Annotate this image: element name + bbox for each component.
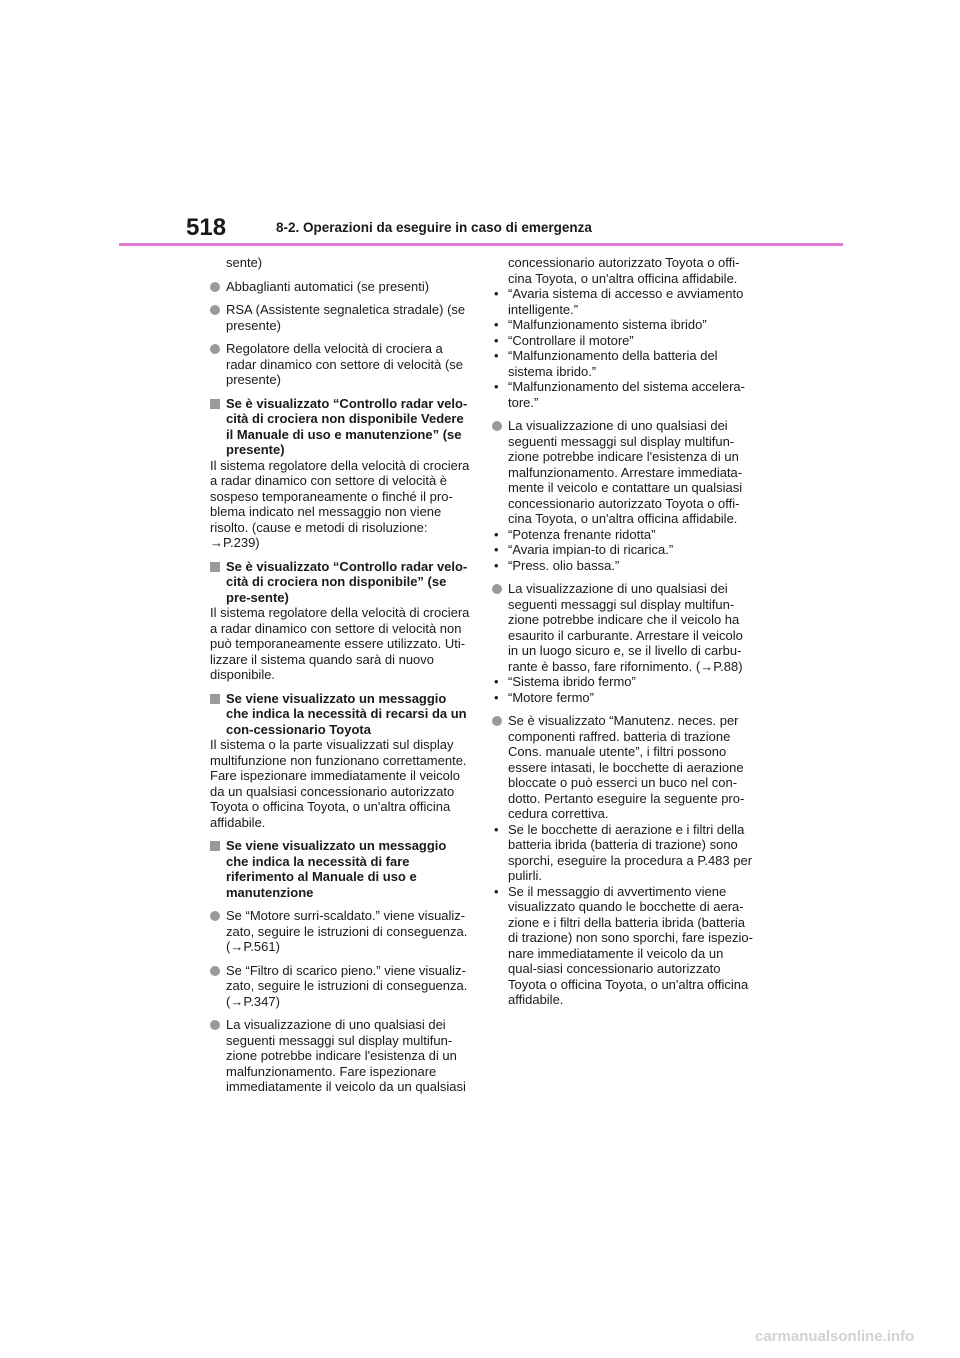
circle-bullet-icon — [210, 966, 220, 976]
dot-bullet-icon: • — [494, 332, 499, 348]
list-item-text: “Malfunzionamento del sistema accelera-tore.” — [508, 379, 745, 410]
continued-text: sente) — [226, 255, 263, 270]
bullet-text: Abbaglianti automatici (se presenti) — [226, 278, 430, 294]
list-item-text: Se il messaggio di avvertimento viene visualizzato quando le bocchette di aera-zione e i filtri della batteria ibrida (batteria di trazione) non sono sporchi, fare ispezio-nare immediatamente il veicolo da un qual-siasi concessionario autorizzato Toyota o officina Toyota, o un'altra officina affidabile. — [508, 883, 753, 1007]
heading-text: Se viene visualizzato un messaggio che indica la necessità di recarsi da un con-cessionario Toyota — [226, 690, 467, 737]
list-item — [492, 348, 754, 379]
subsection-heading — [210, 559, 472, 606]
bullet-text: Se “Motore surri-scaldato.” viene visualiz-zato, seguire le istruzioni di conseguenza. (→P.561) — [226, 908, 468, 954]
circle-bullet-icon — [210, 282, 220, 292]
dot-bullet-icon: • — [494, 689, 499, 705]
subsection-heading — [210, 396, 472, 458]
dash-list — [492, 286, 754, 410]
continued-text: concessionario autorizzato Toyota o offi-cina Toyota, o un'altra officina affidabile. — [508, 255, 740, 286]
header-divider — [119, 243, 843, 246]
heading-text: Se è visualizzato “Controllo radar velo-cità di crociera non disponibile Vedere il Manuale di uso e manutenzione” (se presente) — [226, 395, 468, 457]
bullet-item — [210, 1017, 472, 1095]
dash-list — [492, 822, 754, 1008]
dash-list — [492, 527, 754, 574]
bullet-text: Se è visualizzato “Manutenz. neces. per componenti raffred. batteria di trazione Cons. manuale utente”, i filtri possono essere intasati, le bocchette di aerazione bloccate o può esserci un buco nel con-dotto. Pertanto eseguire la seguente pro-cedura correttiva. — [508, 713, 745, 821]
bullet-text: La visualizzazione di uno qualsiasi dei seguenti messaggi sul display multifun-zione potrebbe indicare l'esistenza di un malfunzionamento. Arrestare immediata-mente il veicolo e contattare un qualsiasi concessionario autorizzato Toyota o offi-cina Toyota, o un'altra officina affidabile. — [508, 418, 743, 526]
list-item — [492, 674, 754, 690]
dash-list — [492, 674, 754, 705]
bullet-text: La visualizzazione di uno qualsiasi dei seguenti messaggi sul display multifun-zione potrebbe indicare l'esistenza di un malfunzionamento. Fare ispezionare immediatamente il veicolo da un qualsiasi — [226, 1017, 466, 1094]
dot-bullet-icon: • — [494, 526, 499, 542]
list-item-text: “Motore fermo” — [508, 689, 594, 705]
circle-bullet-icon — [210, 305, 220, 315]
dot-bullet-icon: • — [494, 286, 499, 301]
right-column — [492, 255, 754, 1016]
dot-bullet-icon: • — [494, 821, 499, 837]
square-bullet-icon — [210, 694, 220, 704]
heading-text: Se è visualizzato “Controllo radar velo-cità di crociera non disponibile” (se pre-sente) — [226, 558, 468, 605]
dot-bullet-icon: • — [494, 674, 499, 689]
list-item — [492, 690, 754, 706]
list-item — [492, 822, 754, 884]
circle-bullet-icon — [210, 1020, 220, 1030]
subsection-heading — [210, 838, 472, 900]
list-item-text: “Malfunzionamento della batteria del sistema ibrido.” — [508, 348, 718, 379]
bullet-text: RSA (Assistente segnaletica stradale) (se presente) — [226, 302, 466, 333]
list-item — [492, 542, 754, 558]
circle-bullet-icon — [492, 421, 502, 431]
list-item-text: Se le bocchette di aerazione e i filtri della batteria ibrida (batteria di trazione) sono sporchi, eseguire la procedura a P.483 per pulirli. — [508, 821, 753, 883]
dot-bullet-icon: • — [494, 379, 499, 394]
page-header — [0, 0, 960, 250]
dot-bullet-icon: • — [494, 557, 499, 573]
list-item-text: “Sistema ibrido fermo” — [508, 674, 636, 689]
list-item-text: “Controllare il motore” — [508, 332, 634, 348]
list-item — [492, 884, 754, 1008]
list-item — [492, 317, 754, 333]
list-item — [492, 286, 754, 317]
bullet-text: La visualizzazione di uno qualsiasi dei seguenti messaggi sul display multifun-zione potrebbe indicare che il veicolo ha esaurito il carburante. Arrestare il veicolo in un luogo sicuro e, se il livello di carbu-rante è basso, fare rifornimento. (→P.88) — [508, 581, 743, 674]
bullet-text: Se “Filtro di scarico pieno.” viene visualiz-zato, seguire le istruzioni di conseguenza. (→P.347) — [226, 962, 468, 1009]
watermark: carmanualsonline.info — [755, 1328, 915, 1345]
circle-bullet-icon — [210, 344, 220, 354]
list-item — [492, 558, 754, 574]
section-title: 8-2. Operazioni da eseguire in caso di emergenza — [276, 220, 592, 235]
list-item-text: “Potenza frenante ridotta” — [508, 526, 656, 542]
list-item — [492, 527, 754, 543]
circle-bullet-icon — [210, 911, 220, 921]
dot-bullet-icon: • — [494, 542, 499, 557]
list-item-text: “Malfunzionamento sistema ibrido” — [508, 317, 707, 332]
paragraph: Il sistema regolatore della velocità di crociera a radar dinamico con settore di velocità non può temporaneamente essere utilizzato. Uti-lizzare il sistema quando sarà di nuovo disponibile. — [210, 605, 470, 682]
subsection-heading — [210, 691, 472, 738]
bullet-item — [492, 581, 754, 674]
bullet-item — [210, 279, 472, 295]
left-column — [210, 255, 472, 1103]
dot-bullet-icon: • — [494, 348, 499, 363]
list-item — [492, 333, 754, 349]
page-number: 518 — [186, 214, 227, 241]
dot-bullet-icon: • — [494, 883, 499, 899]
bullet-item — [210, 302, 472, 333]
paragraph: Il sistema o la parte visualizzati sul display multifunzione non funzionano correttamente. Fare ispezionare immediatamente il veicolo da un qualsiasi concessionario autorizzato Toyota o officina Toyota, o un'altra officina affidabile. — [210, 737, 467, 830]
bullet-item — [210, 963, 472, 1010]
bullet-item — [210, 341, 472, 388]
circle-bullet-icon — [492, 716, 502, 726]
bullet-item — [210, 908, 472, 955]
square-bullet-icon — [210, 562, 220, 572]
list-item-text: “Press. olio bassa.” — [508, 557, 620, 573]
bullet-item — [492, 418, 754, 527]
paragraph: Il sistema regolatore della velocità di crociera a radar dinamico con settore di velocità è sospeso temporaneamente o finché il pro-blema indicato nel messaggio non viene risolto. (cause e metodi di risoluzione: →P.239) — [210, 457, 470, 550]
circle-bullet-icon — [492, 584, 502, 594]
bullet-item — [492, 713, 754, 822]
list-item-text: “Avaria sistema di accesso e avviamento intelligente.” — [508, 286, 744, 317]
bullet-text: Regolatore della velocità di crociera a radar dinamico con settore di velocità (se presente) — [226, 341, 464, 387]
square-bullet-icon — [210, 399, 220, 409]
list-item-text: “Avaria impian-to di ricarica.” — [508, 542, 674, 557]
heading-text: Se viene visualizzato un messaggio che indica la necessità di fare riferimento al Manuale di uso e manutenzione — [226, 838, 447, 900]
list-item — [492, 379, 754, 410]
square-bullet-icon — [210, 841, 220, 851]
dot-bullet-icon: • — [494, 317, 499, 332]
